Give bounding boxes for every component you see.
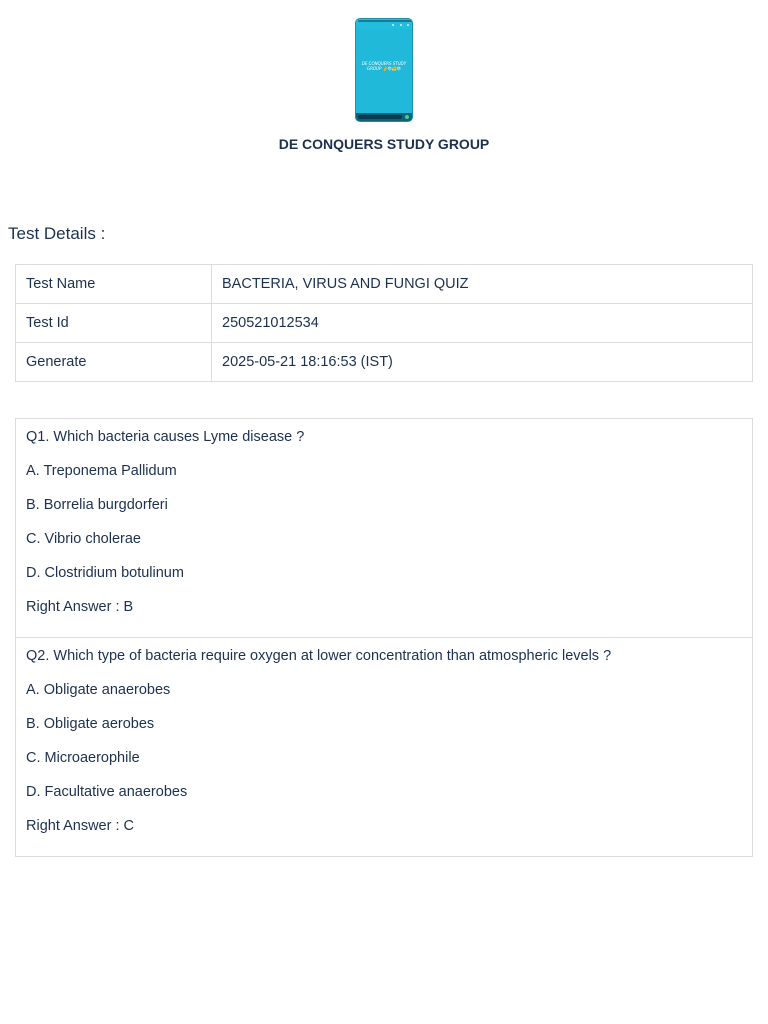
test-id-label: Test Id (16, 304, 212, 343)
option-a: A. Obligate anaerobes (26, 682, 171, 698)
question-text: Q2. Which type of bacteria require oxygen at lower concentration than atmospheric levels ? (26, 648, 612, 664)
option-d: D. Facultative anaerobes (26, 784, 188, 800)
phone-input-bar (356, 113, 412, 121)
option-d: D. Clostridium botulinum (26, 565, 184, 581)
option-c: C. Microaerophile (26, 750, 140, 766)
question-item (16, 637, 752, 856)
test-name-label: Test Name (16, 265, 212, 304)
logo-text: DE CONQUERS STUDY GROUP ✌️😎🤗😎 (361, 61, 407, 71)
table-row (16, 265, 753, 304)
option-b: B. Obligate aerobes (26, 716, 155, 732)
table-row (16, 304, 753, 343)
option-a: A. Treponema Pallidum (26, 463, 177, 479)
table-row (16, 343, 753, 382)
group-name: DE CONQUERS STUDY GROUP (278, 136, 490, 152)
right-answer: Right Answer : C (26, 818, 134, 834)
generated-value: 2025-05-21 18:16:53 (IST) (212, 343, 753, 382)
option-b: B. Borrelia burgdorferi (26, 497, 168, 513)
phone-status-bar (356, 19, 412, 29)
right-answer: Right Answer : B (26, 599, 134, 615)
phone-screenshot-image (355, 18, 413, 122)
question-item (16, 419, 752, 637)
option-c: C. Vibrio cholerae (26, 531, 141, 547)
generated-label: Generate (16, 343, 212, 382)
questions-list (15, 418, 753, 857)
test-name-value: BACTERIA, VIRUS AND FUNGI QUIZ (212, 265, 753, 304)
test-id-value: 250521012534 (212, 304, 753, 343)
test-details-table (15, 264, 753, 382)
group-logo (355, 18, 413, 122)
test-details-title: Test Details : (8, 224, 106, 243)
question-text: Q1. Which bacteria causes Lyme disease ? (26, 429, 305, 445)
